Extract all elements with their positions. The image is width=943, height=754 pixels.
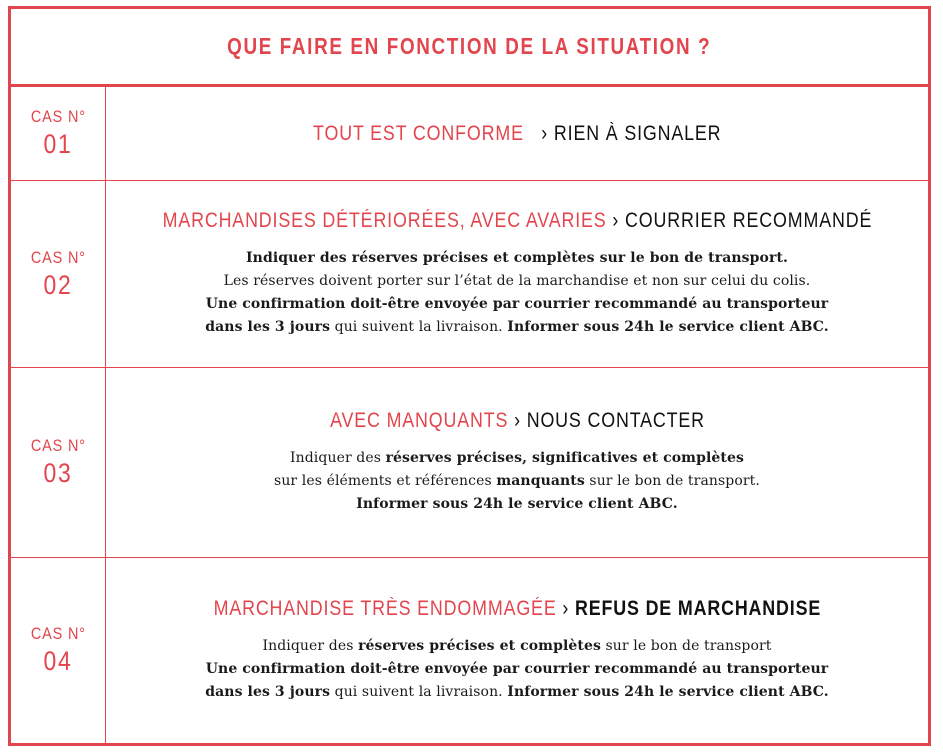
instruction-emphasis: réserves précises, significatives et complètes — [385, 450, 744, 466]
table-title: QUE FAIRE EN FONCTION DE LA SITUATION ? — [227, 33, 712, 59]
instruction-text: qui suivent la livraison. — [330, 684, 508, 700]
case-heading — [213, 597, 820, 621]
case-heading-action: REFUS DE MARCHANDISE — [574, 597, 821, 620]
instruction-emphasis: dans les 3 jours — [205, 319, 331, 335]
instruction-text: Indiquer des — [290, 450, 386, 466]
instruction-line — [274, 493, 760, 516]
instruction-emphasis: Informer sous 24h le service client ABC. — [507, 319, 829, 335]
instruction-line — [274, 447, 760, 470]
case-content — [106, 181, 928, 367]
case-number: 01 — [43, 129, 73, 159]
chevron-right-icon: › — [541, 121, 548, 145]
instruction-emphasis: Une confirmation doit-être envoyée par courrier recommandé au transporteur — [205, 296, 829, 312]
instruction-line — [205, 293, 829, 316]
title-row — [11, 9, 928, 87]
instruction-text: sur le bon de transport — [600, 638, 772, 654]
case-number: 02 — [43, 269, 73, 300]
case-row-03 — [11, 368, 928, 558]
case-heading-condition: TOUT EST CONFORME — [312, 121, 524, 145]
chevron-right-icon: › — [513, 409, 521, 432]
case-heading-action: RIEN À SIGNALER — [553, 121, 722, 145]
instruction-emphasis: réserves précises et complètes — [358, 638, 601, 654]
instruction-emphasis: Informer sous 24h le service client ABC. — [507, 684, 829, 700]
instruction-line — [205, 658, 829, 681]
instruction-line — [274, 470, 760, 493]
case-row-01 — [11, 87, 928, 181]
case-row-02 — [11, 181, 928, 368]
case-heading — [330, 409, 705, 433]
case-cell — [11, 87, 106, 180]
instruction-line — [205, 316, 829, 339]
case-heading — [313, 122, 721, 146]
case-number: 04 — [43, 646, 73, 676]
case-cell — [11, 558, 106, 743]
case-label: CAS N° — [30, 624, 86, 643]
case-heading-condition: AVEC MANQUANTS — [329, 409, 508, 432]
case-heading-condition: MARCHANDISE TRÈS ENDOMMAGÉE — [213, 597, 557, 620]
instruction-emphasis: dans les 3 jours — [205, 684, 331, 700]
instruction-text: qui suivent la livraison. — [330, 319, 508, 335]
instruction-text: sur le bon de transport. — [584, 473, 760, 489]
case-instructions — [205, 247, 829, 339]
instruction-text: sur les éléments et références — [274, 473, 497, 489]
case-heading-action: COURRIER RECOMMANDÉ — [624, 209, 872, 232]
case-cell — [11, 181, 106, 367]
chevron-right-icon: › — [562, 597, 569, 620]
case-content — [106, 87, 928, 180]
case-cell — [11, 368, 106, 557]
case-content — [106, 368, 928, 557]
case-heading-condition: MARCHANDISES DÉTÉRIORÉES, AVEC AVARIES — [162, 209, 607, 232]
instruction-emphasis: Indiquer des réserves précises et complètes sur le bon de transport. — [246, 250, 788, 266]
chevron-right-icon: › — [611, 209, 619, 232]
case-heading-action: NOUS CONTACTER — [526, 409, 705, 432]
case-instructions — [205, 635, 829, 704]
instruction-line — [205, 681, 829, 704]
case-label: CAS N° — [30, 247, 86, 267]
instruction-text: Indiquer des — [262, 638, 359, 654]
case-row-04 — [11, 558, 928, 743]
case-label: CAS N° — [30, 436, 86, 455]
instruction-emphasis: manquants — [496, 473, 585, 489]
instruction-emphasis: Une confirmation doit-être envoyée par courrier recommandé au transporteur — [205, 661, 829, 677]
instruction-text: Les réserves doivent porter sur l’état de la marchandise et non sur celui du colis. — [223, 273, 811, 289]
case-heading — [162, 209, 872, 233]
instruction-line — [205, 247, 829, 270]
case-label: CAS N° — [30, 107, 86, 126]
case-instructions — [274, 447, 760, 516]
situation-table — [8, 6, 931, 746]
case-content — [106, 558, 928, 743]
case-number: 03 — [43, 458, 73, 488]
instruction-line — [205, 270, 829, 293]
instruction-line — [205, 635, 829, 658]
instruction-emphasis: Informer sous 24h le service client ABC. — [356, 496, 678, 512]
